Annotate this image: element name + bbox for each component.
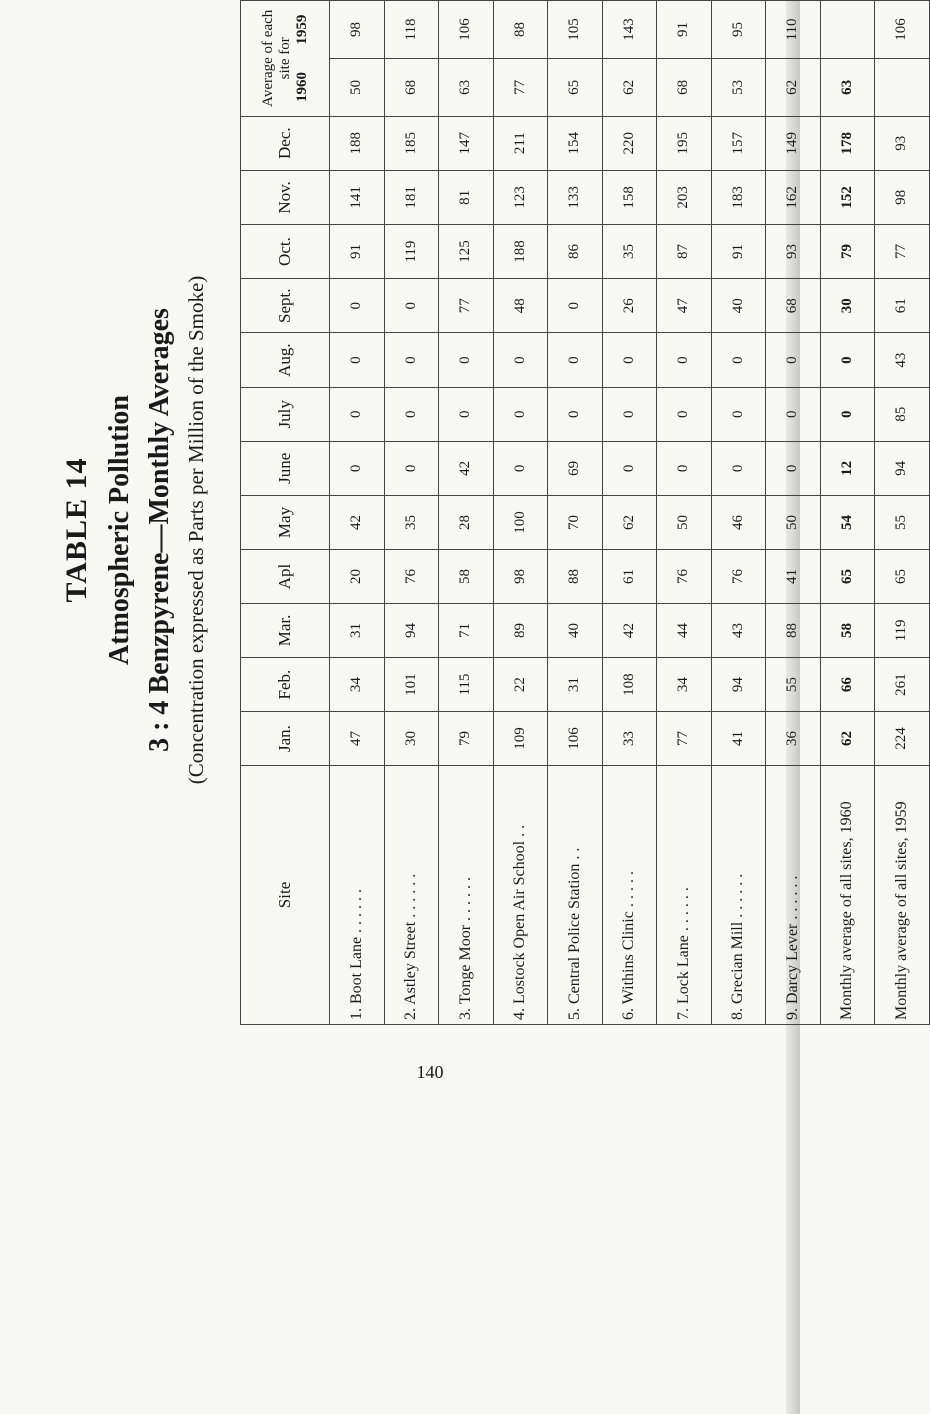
month-value: 0 xyxy=(766,387,821,441)
site-average-1960: 65 xyxy=(548,59,603,117)
month-value: 0 xyxy=(602,441,657,495)
month-value: 50 xyxy=(766,495,821,549)
month-value: 211 xyxy=(493,116,548,170)
month-value: 30 xyxy=(820,279,875,333)
site-average-1959: 95 xyxy=(711,1,766,59)
month-value: 50 xyxy=(657,495,712,549)
site-name: Monthly average of all sites, 1960 xyxy=(820,765,875,1024)
month-value: 0 xyxy=(493,441,548,495)
table-row xyxy=(493,1,548,1025)
month-value: 0 xyxy=(548,387,603,441)
month-value: 46 xyxy=(711,495,766,549)
month-value: 0 xyxy=(766,441,821,495)
month-header: Dec. xyxy=(241,116,330,170)
month-value: 0 xyxy=(548,333,603,387)
month-value: 48 xyxy=(493,279,548,333)
site-average-1960: 62 xyxy=(766,59,821,117)
month-value: 183 xyxy=(711,170,766,224)
month-value: 94 xyxy=(711,658,766,712)
site-average-1959: 98 xyxy=(330,1,385,59)
site-average-1959: 88 xyxy=(493,1,548,59)
table-row xyxy=(657,1,712,1025)
site-average-1959: 143 xyxy=(602,1,657,59)
month-value: 178 xyxy=(820,116,875,170)
table-row xyxy=(548,1,603,1025)
month-value: 98 xyxy=(493,550,548,604)
month-value: 0 xyxy=(820,333,875,387)
month-value: 0 xyxy=(439,333,494,387)
site-name: 2. Astley Street . . . . . . xyxy=(384,765,439,1024)
month-value: 0 xyxy=(602,387,657,441)
month-value: 65 xyxy=(875,550,930,604)
month-value: 54 xyxy=(820,495,875,549)
site-name: 5. Central Police Station . . xyxy=(548,765,603,1024)
month-value: 22 xyxy=(493,658,548,712)
month-value: 28 xyxy=(439,495,494,549)
site-name: 3. Tonge Moor . . . . . . xyxy=(439,765,494,1024)
month-value: 152 xyxy=(820,170,875,224)
site-average-1960: 68 xyxy=(384,59,439,117)
month-value: 0 xyxy=(711,441,766,495)
site-average-1959: 91 xyxy=(657,1,712,59)
month-value: 195 xyxy=(657,116,712,170)
month-value: 188 xyxy=(330,116,385,170)
month-value: 0 xyxy=(657,441,712,495)
month-value: 119 xyxy=(875,603,930,657)
month-value: 58 xyxy=(439,550,494,604)
month-value: 123 xyxy=(493,170,548,224)
month-value: 181 xyxy=(384,170,439,224)
month-value: 119 xyxy=(384,225,439,279)
site-average-1959: 105 xyxy=(548,1,603,59)
month-value: 66 xyxy=(820,658,875,712)
month-value: 88 xyxy=(766,603,821,657)
month-value: 149 xyxy=(766,116,821,170)
month-value: 88 xyxy=(548,550,603,604)
average-header xyxy=(241,1,330,117)
benzpyrene-table xyxy=(240,0,930,1025)
month-value: 188 xyxy=(493,225,548,279)
site-name: 8. Grecian Mill . . . . . . xyxy=(711,765,766,1024)
month-value: 36 xyxy=(766,712,821,766)
month-value: 76 xyxy=(711,550,766,604)
month-value: 44 xyxy=(657,603,712,657)
month-value: 61 xyxy=(875,279,930,333)
month-value: 108 xyxy=(602,658,657,712)
month-value: 76 xyxy=(657,550,712,604)
header-row xyxy=(241,1,330,1025)
month-value: 47 xyxy=(330,712,385,766)
table-label: TABLE 14 xyxy=(60,457,93,603)
month-value: 58 xyxy=(820,603,875,657)
table-note: (Concentration expressed as Parts per Million of the Smoke) xyxy=(184,275,208,785)
month-value: 40 xyxy=(711,279,766,333)
site-name: 6. Withins Clinic . . . . . xyxy=(602,765,657,1024)
month-value: 133 xyxy=(548,170,603,224)
month-value: 34 xyxy=(657,658,712,712)
month-value: 0 xyxy=(330,279,385,333)
month-value: 31 xyxy=(548,658,603,712)
month-value: 98 xyxy=(875,170,930,224)
month-value: 0 xyxy=(548,279,603,333)
site-name: Monthly average of all sites, 1959 xyxy=(875,765,930,1024)
month-header: Nov. xyxy=(241,170,330,224)
site-average-1960 xyxy=(875,59,930,117)
month-header: Feb. xyxy=(241,658,330,712)
month-value: 91 xyxy=(330,225,385,279)
month-value: 158 xyxy=(602,170,657,224)
page-number: 140 xyxy=(416,1062,444,1082)
site-name: 9. Darcy Lever . . . . . . xyxy=(766,765,821,1024)
site-average-1960: 63 xyxy=(439,59,494,117)
month-value: 62 xyxy=(602,495,657,549)
month-value: 42 xyxy=(330,495,385,549)
month-value: 0 xyxy=(602,333,657,387)
month-value: 35 xyxy=(602,225,657,279)
month-value: 43 xyxy=(875,333,930,387)
month-value: 34 xyxy=(330,658,385,712)
table-row xyxy=(384,1,439,1025)
month-value: 55 xyxy=(766,658,821,712)
title-block xyxy=(60,0,209,1060)
month-value: 33 xyxy=(602,712,657,766)
month-value: 0 xyxy=(330,387,385,441)
average-row xyxy=(820,1,875,1025)
month-value: 94 xyxy=(875,441,930,495)
month-value: 93 xyxy=(766,225,821,279)
month-value: 147 xyxy=(439,116,494,170)
month-value: 109 xyxy=(493,712,548,766)
month-header: June xyxy=(241,441,330,495)
month-value: 106 xyxy=(548,712,603,766)
site-name: 7. Lock Lane . . . . . . xyxy=(657,765,712,1024)
month-value: 81 xyxy=(439,170,494,224)
month-value: 41 xyxy=(766,550,821,604)
month-header: Jan. xyxy=(241,712,330,766)
month-value: 224 xyxy=(875,712,930,766)
month-value: 0 xyxy=(657,333,712,387)
month-value: 141 xyxy=(330,170,385,224)
month-header: Apl xyxy=(241,550,330,604)
month-value: 0 xyxy=(493,387,548,441)
month-value: 0 xyxy=(384,387,439,441)
month-value: 89 xyxy=(493,603,548,657)
month-value: 157 xyxy=(711,116,766,170)
month-header: Aug. xyxy=(241,333,330,387)
month-value: 62 xyxy=(820,712,875,766)
month-value: 125 xyxy=(439,225,494,279)
month-value: 42 xyxy=(439,441,494,495)
month-value: 77 xyxy=(439,279,494,333)
month-value: 42 xyxy=(602,603,657,657)
month-value: 101 xyxy=(384,658,439,712)
month-value: 79 xyxy=(439,712,494,766)
month-value: 0 xyxy=(439,387,494,441)
month-value: 0 xyxy=(384,441,439,495)
month-value: 69 xyxy=(548,441,603,495)
month-value: 35 xyxy=(384,495,439,549)
month-value: 261 xyxy=(875,658,930,712)
month-value: 0 xyxy=(384,279,439,333)
site-name: 4. Lostock Open Air School . . xyxy=(493,765,548,1024)
month-value: 0 xyxy=(820,387,875,441)
month-value: 0 xyxy=(657,387,712,441)
month-value: 94 xyxy=(384,603,439,657)
average-row xyxy=(875,1,930,1025)
site-average-1959: 110 xyxy=(766,1,821,59)
month-value: 71 xyxy=(439,603,494,657)
table-row xyxy=(766,1,821,1025)
month-value: 0 xyxy=(330,441,385,495)
year-1960-header: 1960 xyxy=(293,71,310,102)
month-value: 40 xyxy=(548,603,603,657)
month-header: May xyxy=(241,495,330,549)
table-body xyxy=(330,1,930,1025)
month-value: 61 xyxy=(602,550,657,604)
month-header: Oct. xyxy=(241,225,330,279)
month-value: 185 xyxy=(384,116,439,170)
month-value: 68 xyxy=(766,279,821,333)
month-value: 162 xyxy=(766,170,821,224)
site-average-1959 xyxy=(820,1,875,59)
month-value: 31 xyxy=(330,603,385,657)
month-header: July xyxy=(241,387,330,441)
month-value: 26 xyxy=(602,279,657,333)
site-average-1960: 62 xyxy=(602,59,657,117)
table-row xyxy=(439,1,494,1025)
month-value: 203 xyxy=(657,170,712,224)
month-value: 86 xyxy=(548,225,603,279)
site-average-1959: 106 xyxy=(439,1,494,59)
month-value: 0 xyxy=(493,333,548,387)
month-value: 41 xyxy=(711,712,766,766)
month-value: 65 xyxy=(820,550,875,604)
table-subtitle: 3 : 4 Benzpyrene—Monthly Averages xyxy=(144,308,175,752)
month-value: 0 xyxy=(766,333,821,387)
table-row xyxy=(711,1,766,1025)
month-value: 91 xyxy=(711,225,766,279)
site-average-1959: 118 xyxy=(384,1,439,59)
month-value: 115 xyxy=(439,658,494,712)
month-value: 0 xyxy=(330,333,385,387)
month-value: 85 xyxy=(875,387,930,441)
month-value: 0 xyxy=(711,387,766,441)
month-header: Sept. xyxy=(241,279,330,333)
site-average-1960: 77 xyxy=(493,59,548,117)
site-average-1960: 50 xyxy=(330,59,385,117)
month-value: 77 xyxy=(657,712,712,766)
month-value: 55 xyxy=(875,495,930,549)
year-1959-header: 1959 xyxy=(293,14,310,45)
table-title: Atmospheric Pollution xyxy=(104,395,135,665)
site-average-1959: 106 xyxy=(875,1,930,59)
month-value: 93 xyxy=(875,116,930,170)
month-value: 70 xyxy=(548,495,603,549)
month-value: 0 xyxy=(384,333,439,387)
site-average-1960: 68 xyxy=(657,59,712,117)
table-row xyxy=(330,1,385,1025)
month-value: 30 xyxy=(384,712,439,766)
month-value: 47 xyxy=(657,279,712,333)
month-value: 79 xyxy=(820,225,875,279)
site-name: 1. Boot Lane . . . . . . xyxy=(330,765,385,1024)
month-value: 43 xyxy=(711,603,766,657)
month-value: 20 xyxy=(330,550,385,604)
site-average-1960: 63 xyxy=(820,59,875,117)
month-value: 0 xyxy=(711,333,766,387)
site-header: Site xyxy=(241,765,330,1024)
month-value: 76 xyxy=(384,550,439,604)
site-average-1960: 53 xyxy=(711,59,766,117)
average-header-title: Average of each site for xyxy=(259,9,293,107)
month-header: Mar. xyxy=(241,603,330,657)
month-value: 87 xyxy=(657,225,712,279)
month-value: 154 xyxy=(548,116,603,170)
month-value: 77 xyxy=(875,225,930,279)
month-value: 220 xyxy=(602,116,657,170)
month-value: 12 xyxy=(820,441,875,495)
table-row xyxy=(602,1,657,1025)
month-value: 100 xyxy=(493,495,548,549)
